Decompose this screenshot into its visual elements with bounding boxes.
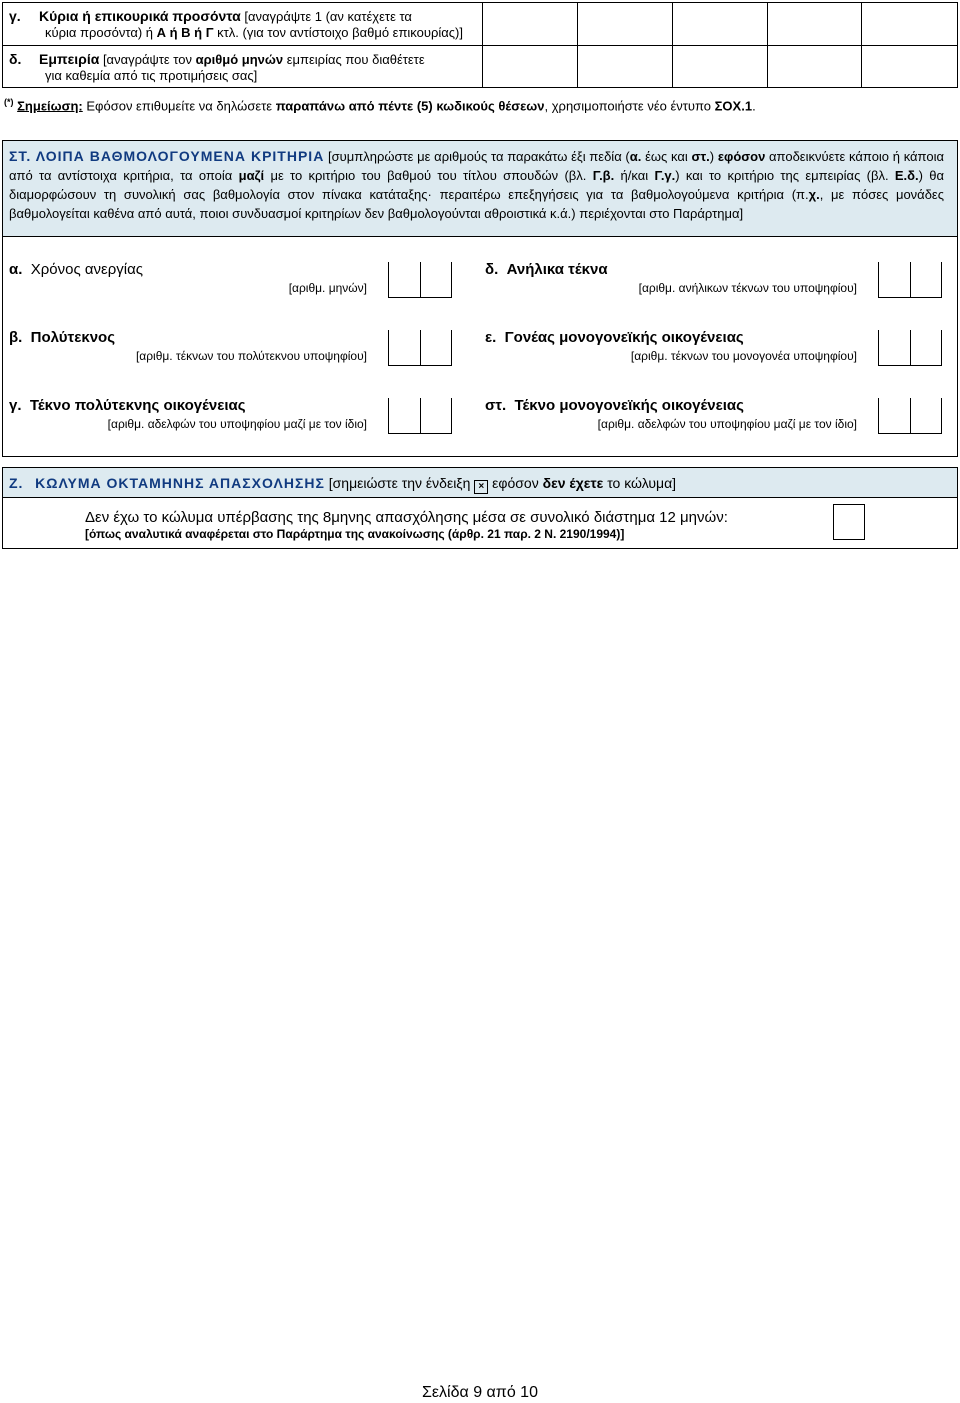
criterion-e-digits[interactable] — [878, 330, 942, 366]
criterion-b-title — [9, 329, 115, 346]
digit-divider — [910, 330, 911, 366]
note-line — [4, 97, 756, 113]
row-experience — [3, 46, 957, 87]
criterion-letter: στ. — [485, 397, 507, 414]
digit-divider — [941, 330, 942, 366]
digit-divider — [910, 398, 911, 434]
note-text: Εφόσον επιθυμείτε να δηλώσετε — [82, 98, 276, 114]
row-text: [αναγράψτε 1 (αν κατέχετε τα — [240, 9, 412, 24]
section-z-text: εφόσον — [488, 475, 543, 491]
criterion-label: Χρόνος ανεργίας — [30, 261, 143, 278]
section-z-bold: δεν έχετε — [542, 475, 604, 491]
note-label: Σημείωση: — [17, 98, 83, 114]
criterion-f-sub: [αριθμ. αδελφών του υποψηφίου μαζί με τον ίδιο] — [597, 417, 857, 431]
section-z-reference: [όπως αναλυτικά αναφέρεται στο Παράρτημα της ανακοίνωσης (άρθρ. 21 παρ. 2 Ν. 2190/1994)] — [85, 527, 625, 541]
criterion-c-title — [9, 397, 246, 414]
criterion-letter: γ. — [9, 397, 22, 414]
row-qualifications — [3, 3, 957, 46]
digit-divider — [420, 330, 421, 366]
digit-divider — [910, 262, 911, 298]
row-experience-label — [3, 46, 483, 87]
st-text: ) θα διαμορφώσουν τη συνολική σας βαθμολογία στον πίνακα κατάταξης· περαιτέρω επεξηγήσεις για τα βαθμολογούμενα κριτήρια (π. — [9, 168, 945, 202]
entry-cell[interactable] — [483, 46, 578, 87]
st-bold: Γ.β. — [592, 168, 615, 183]
digit-divider — [878, 262, 879, 298]
checked-box-icon: × — [474, 480, 488, 494]
entry-cell[interactable] — [862, 3, 957, 45]
section-z-title: ΚΩΛΥΜΑ ΟΚΤΑΜΗΝΗΣ ΑΠΑΣΧΟΛΗΣΗΣ — [35, 475, 325, 491]
row-text-cont — [9, 25, 482, 41]
criterion-label: Τέκνο πολύτεκνης οικογένειας — [29, 397, 246, 414]
st-text: αποδεικνύετε κάποιο ή κάποια από τα αντίστοιχα κριτήρια, τα οποία — [9, 149, 944, 183]
digit-divider — [451, 262, 452, 298]
entry-cell[interactable] — [578, 3, 673, 45]
entry-cell[interactable] — [768, 46, 862, 87]
digit-divider — [388, 262, 389, 298]
entry-cell[interactable] — [673, 3, 768, 45]
criterion-d-digits[interactable] — [878, 262, 942, 298]
criterion-a-digits[interactable] — [388, 262, 452, 298]
st-bold: μαζί — [238, 168, 265, 183]
row-qualifications-cells — [483, 3, 957, 45]
st-text: ) και το κριτήριο της εμπειρίας (βλ. — [675, 168, 895, 183]
entry-cell[interactable] — [862, 46, 957, 87]
row-text-suffix: κτλ. (για τον αντίστοιχο βαθμό επικουρίας)] — [213, 25, 463, 40]
row-text-prefix: κύρια προσόντα) ή — [45, 25, 157, 40]
digit-divider — [878, 330, 879, 366]
digit-baseline — [878, 365, 942, 366]
row-letter: γ. — [9, 8, 21, 24]
st-text: [συμπληρώστε με αριθμούς τα παρακάτω έξι πεδία ( — [324, 149, 630, 164]
st-bold: α. — [629, 149, 642, 164]
section-z-text: το κώλυμα] — [603, 475, 677, 491]
note-form-code: ΣΟΧ.1 — [714, 98, 753, 114]
digit-baseline — [878, 433, 942, 434]
criterion-c-digits[interactable] — [388, 398, 452, 434]
section-st-heading: ΣΤ. ΛΟΙΠΑ ΒΑΘΜΟΛΟΓΟΥΜΕΝΑ ΚΡΙΤΗΡΙΑ — [9, 148, 325, 164]
digit-divider — [420, 262, 421, 298]
section-z-letter: Ζ. — [9, 475, 24, 491]
page-number: Σελίδα 9 από 10 — [422, 1384, 538, 1401]
row-text-cont: για καθεμία από τις προτιμήσεις σας] — [45, 68, 258, 83]
preference-table — [2, 2, 958, 88]
criteria-area — [2, 237, 958, 457]
digit-divider — [878, 398, 879, 434]
st-bold: στ. — [691, 149, 710, 164]
criterion-e-sub: [αριθμ. τέκνων του μονογονέα υποψηφίου] — [630, 349, 857, 363]
criterion-a-sub: [αριθμ. μηνών] — [288, 281, 367, 295]
criterion-label: Τέκνο μονογονεϊκής οικογένειας — [514, 397, 744, 414]
row-experience-cells — [483, 46, 957, 87]
section-z-heading — [3, 468, 957, 498]
criterion-c-sub: [αριθμ. αδελφών του υποψηφίου μαζί με τον ίδιο] — [107, 417, 367, 431]
digit-baseline — [388, 297, 452, 298]
section-z-text: [σημειώστε την ένδειξη — [324, 475, 475, 491]
digit-divider — [420, 398, 421, 434]
criterion-b-sub: [αριθμ. τέκνων του πολύτεκνου υποψηφίου] — [135, 349, 367, 363]
note-mark: (*) — [4, 97, 14, 107]
criterion-f-digits[interactable] — [878, 398, 942, 434]
section-st-text — [9, 147, 944, 223]
digit-baseline — [878, 297, 942, 298]
entry-cell[interactable] — [673, 46, 768, 87]
criterion-letter: α. — [9, 261, 23, 278]
digit-divider — [451, 398, 452, 434]
criterion-f-title — [485, 397, 744, 414]
criterion-b-digits[interactable] — [388, 330, 452, 366]
st-text: έως και — [641, 149, 692, 164]
st-text: , με πόσες μονάδες βαθμολογείται καθένα από αυτά, ποιοι συνδυασμοί κριτηρίων δεν βαθμολογούνται αθροιστικά κ.ά.) περιέχονται στο Παράρτημα] — [9, 187, 944, 221]
note-text: , χρησιμοποιήστε νέο έντυπο — [544, 98, 715, 114]
no-impediment-checkbox[interactable] — [833, 504, 865, 540]
row-text: [αναγράψτε τον — [99, 52, 196, 67]
digit-divider — [451, 330, 452, 366]
digit-divider — [388, 330, 389, 366]
st-text: ) — [709, 149, 718, 164]
criterion-e-title — [485, 329, 744, 346]
criterion-d-sub: [αριθμ. ανήλικων τέκνων του υποψηφίου] — [638, 281, 857, 295]
row-text-bold: αριθμό μηνών — [195, 52, 284, 67]
st-bold: Γ.γ. — [654, 168, 676, 183]
row-qualifications-label — [3, 3, 483, 45]
section-st — [2, 140, 958, 237]
row-text-bold: Α ή Β ή Γ — [156, 25, 214, 40]
st-text: με το κριτήριο του βαθμού του τίτλου σπουδών (βλ. — [264, 168, 593, 183]
criterion-letter: β. — [9, 329, 23, 346]
criterion-label: Γονέας μονογονεϊκής οικογένειας — [504, 329, 744, 346]
digit-divider — [388, 398, 389, 434]
digit-divider — [941, 398, 942, 434]
criterion-label: Ανήλικα τέκνα — [506, 261, 608, 278]
digit-baseline — [388, 433, 452, 434]
row-letter: δ. — [9, 51, 22, 67]
section-z-statement: Δεν έχω το κώλυμα υπέρβασης της 8μηνης απασχόλησης μέσα σε συνολικό διάστημα 12 μηνών: — [85, 509, 728, 526]
entry-cell[interactable] — [578, 46, 673, 87]
row-title: Κύρια ή επικουρικά προσόντα — [39, 8, 241, 24]
section-z — [2, 467, 958, 549]
note-bold: παραπάνω από πέντε (5) κωδικούς θέσεων — [275, 98, 545, 114]
criterion-letter: δ. — [485, 261, 499, 278]
st-bold: χ. — [808, 187, 820, 202]
st-bold: Ε.δ. — [894, 168, 919, 183]
criterion-d-title — [485, 261, 608, 278]
criterion-label: Πολύτεκνος — [30, 329, 115, 346]
criterion-letter: ε. — [485, 329, 497, 346]
st-bold: εφόσον — [717, 149, 766, 164]
digit-baseline — [388, 365, 452, 366]
st-text: ή/και — [614, 168, 655, 183]
digit-divider — [941, 262, 942, 298]
criterion-a-title — [9, 261, 143, 278]
row-text: εμπειρίας που διαθέτετε — [283, 52, 425, 67]
note-end: . — [752, 98, 756, 114]
entry-cell[interactable] — [768, 3, 862, 45]
row-title: Εμπειρία — [39, 51, 100, 67]
entry-cell[interactable] — [483, 3, 578, 45]
